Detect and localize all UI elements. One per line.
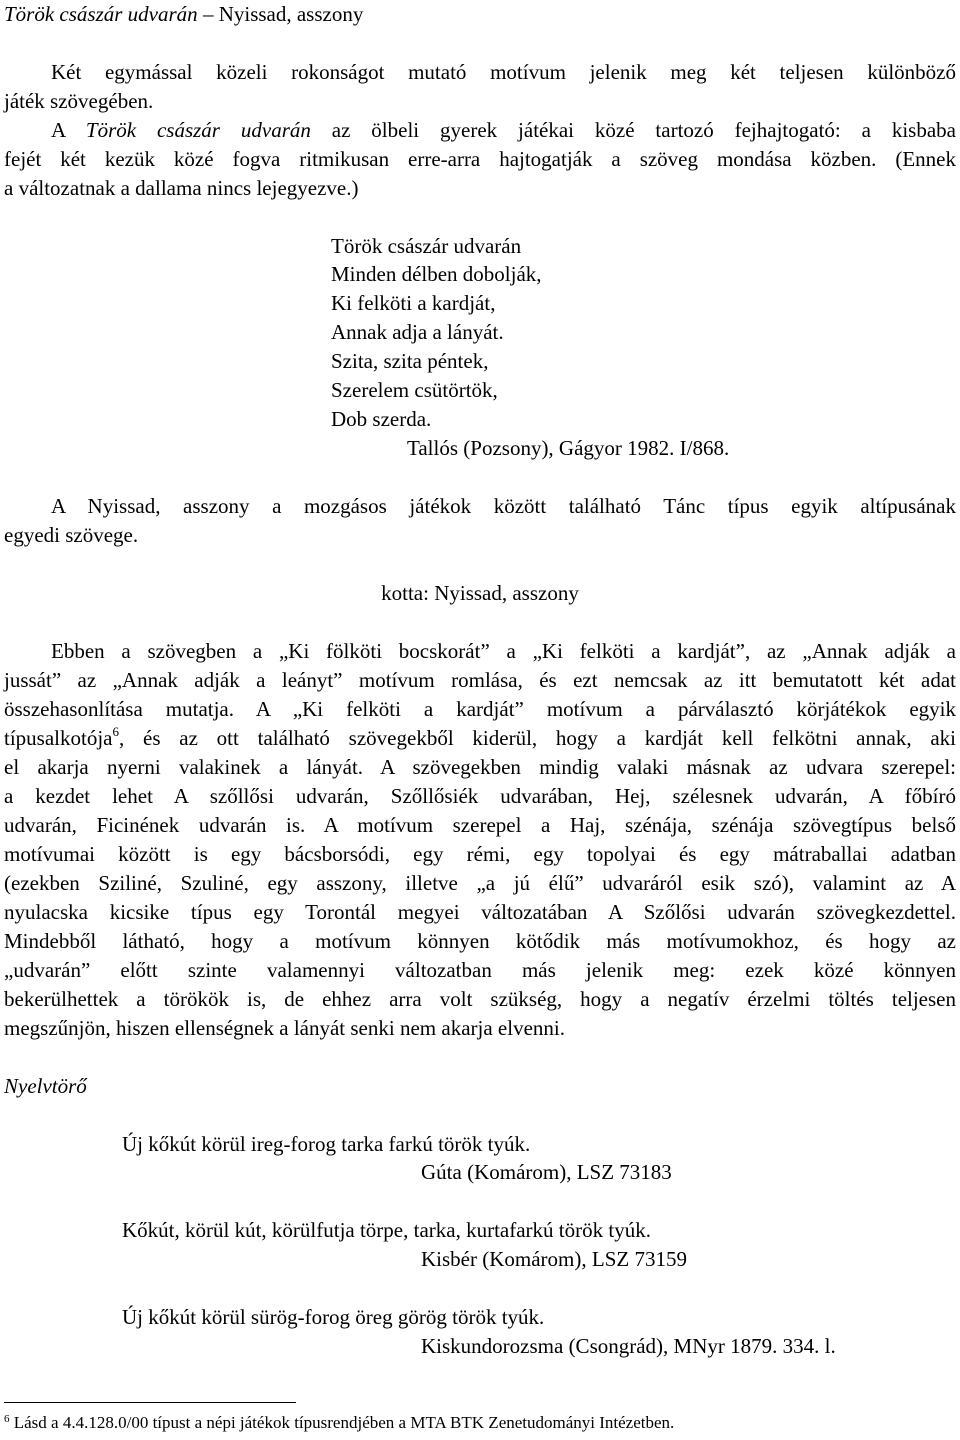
- tongue-twister-source: Kisbér (Komárom), LSZ 73159: [421, 1247, 687, 1271]
- tongue-twister-source: Gúta (Komárom), LSZ 73183: [421, 1160, 672, 1184]
- para1-line1: Két egymással közeli rokonságot mutató motívum jelenik meg két teljesen különböző: [51, 60, 956, 84]
- para3-line: [4, 724, 956, 750]
- para2-line1: A Nyissad, asszony a mozgásos játékok között található Tánc típus egyik altípusának: [51, 494, 956, 518]
- poem-line: Török császár udvarán: [331, 234, 522, 258]
- title-italic: Török császár udvarán: [4, 2, 198, 26]
- para1-line4: fejét két kezük közé fogva ritmikusan erre-arra hajtogatják a szöveg mondása közben. (Ennek: [4, 147, 956, 171]
- score-caption: kotta: Nyissad, asszony: [381, 581, 579, 605]
- footnote-number: 6: [4, 1413, 10, 1425]
- poem-line: Dob szerda.: [331, 407, 432, 431]
- para3-line: (ezekben Sziliné, Szuliné, egy asszony, illetve „a jú élű” udvaráról esik szó), valamint az A: [4, 871, 956, 895]
- poem-source: Tallós (Pozsony), Gágyor 1982. I/868.: [407, 436, 730, 460]
- para3-line4-pre: típusalkotója: [4, 726, 113, 750]
- para1-line2: játék szövegében.: [4, 89, 154, 113]
- page-title: [4, 4, 363, 25]
- footnote: [4, 1414, 674, 1431]
- poem-line: Szerelem csütörtök,: [331, 378, 498, 402]
- poem-line: Szita, szita péntek,: [331, 349, 489, 373]
- para3-last-line: megszűnjön, hiszen ellenségnek a lányát senki nem akarja elvenni.: [4, 1016, 565, 1040]
- para3-line: motívumai között is egy bácsborsódi, egy rémi, egy topolyai és egy mátraballai adatban: [4, 842, 956, 866]
- tongue-twister-text: Kőkút, körül kút, körülfutja törpe, tarka, kurtafarkú török tyúk.: [122, 1218, 651, 1242]
- para1-line3-italic: Török császár udvarán: [85, 118, 311, 142]
- para3-line4-post: , és az ott található szövegekből kiderül, hogy a kardját kell felkötni annak, aki: [119, 726, 956, 750]
- footnote-ref: 6: [112, 724, 119, 739]
- para3-line: „udvarán” előtt szinte valamennyi változatban más jelenik meg: ezek közé könnyen: [4, 958, 956, 982]
- para1-line3: [51, 120, 956, 141]
- tongue-twister-text: Új kőkút körül sürög-forog öreg görög török tyúk.: [122, 1305, 545, 1329]
- para3-line: el akarja nyerni valakinek a lányát. A szövegekben mindig valaki másnak az udvara szerepel:: [4, 755, 956, 779]
- poem-line: Annak adja a lányát.: [331, 320, 504, 344]
- tongue-twister-source: Kiskundorozsma (Csongrád), MNyr 1879. 334. l.: [421, 1334, 836, 1358]
- para3-line: összehasonlítása mutatja. A „Ki felköti a kardját” motívum a párválasztó körjátékok egyik: [4, 697, 956, 721]
- para2-line2: egyedi szövege.: [4, 523, 139, 547]
- para3-line: nyulacska kicsike típus egy Torontál megyei változatában A Szőlősi udvarán szövegkezdettel.: [4, 900, 956, 924]
- section-heading: Nyelvtörő: [4, 1074, 87, 1098]
- footnote-separator: [4, 1402, 296, 1403]
- para3-line: jussát” az „Annak adják a leányt” motívum romlása, és ezt nemcsak az itt bemutatott két adat: [4, 668, 956, 692]
- poem-line: Minden délben dobolják,: [331, 262, 542, 286]
- tongue-twister-text: Új kőkút körül ireg-forog tarka farkú török tyúk.: [122, 1132, 531, 1156]
- title-rest: – Nyissad, asszony: [197, 2, 364, 26]
- para3-line: Mindebből látható, hogy a motívum könnyen kötődik más motívumokhoz, és hogy az: [4, 929, 956, 953]
- para1-line3-post: az ölbeli gyerek játékai közé tartozó fejhajtogató: a kisbaba: [310, 118, 956, 142]
- poem-line: Ki felköti a kardját,: [331, 291, 496, 315]
- para3-line: udvarán, Ficinének udvarán is. A motívum szerepel a Haj, szénája, szénája szövegtípus belső: [4, 813, 956, 837]
- para3-line: a kezdet lehet A szőllősi udvarán, Szőllősiék udvarában, Hej, szélesnek udvarán, A főbíró: [4, 784, 956, 808]
- para1-line3-pre: A: [51, 118, 86, 142]
- para3-line: Ebben a szövegben a „Ki fölköti bocskorát” a „Ki felköti a kardját”, az „Annak adják a: [51, 639, 956, 663]
- para1-line5: a változatnak a dallama nincs lejegyezve.): [4, 176, 359, 200]
- footnote-text: Lásd a 4.4.128.0/00 típust a népi játékok típusrendjében a MTA BTK Zenetudományi Intézetben.: [9, 1413, 675, 1432]
- para3-line: bekerülhettek a törökök is, de ehhez arra volt szükség, hogy a negatív érzelmi töltés teljesen: [4, 987, 956, 1011]
